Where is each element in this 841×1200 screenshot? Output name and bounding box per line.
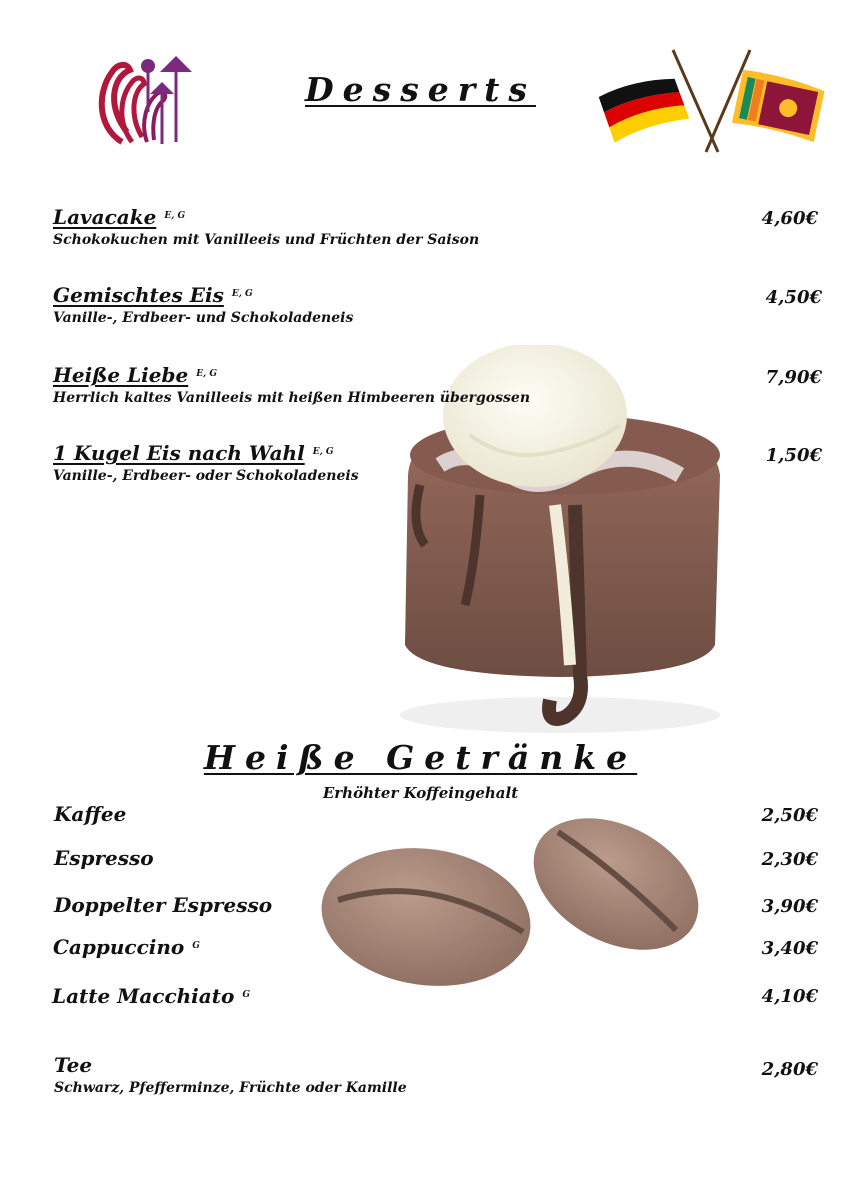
section-title: Heiße Getränke <box>203 738 638 777</box>
dessert-price: 7,90€ <box>765 367 822 388</box>
dessert-description: Vanille-, Erdbeer- und Schokoladeneis <box>53 310 354 326</box>
drink-item <box>53 935 200 959</box>
dessert-name: Lavacake <box>53 205 157 229</box>
dessert-item <box>53 441 334 465</box>
page-title: Desserts <box>305 70 536 109</box>
dessert-name: Gemischtes Eis <box>53 283 224 307</box>
dessert-name: Heiße Liebe <box>53 363 189 387</box>
crossed-flags-icon <box>598 48 826 156</box>
dessert-item <box>53 363 217 387</box>
allergen-tag: E, G <box>196 368 218 379</box>
drink-name: Kaffee <box>54 802 127 826</box>
drink-price: 2,30€ <box>761 849 818 870</box>
dessert-description: Herrlich kaltes Vanilleeis mit heißen Himbeeren übergossen <box>53 390 530 406</box>
drink-price: 3,40€ <box>761 938 818 959</box>
drink-name: Tee <box>54 1053 93 1077</box>
allergen-tag: G <box>192 940 200 951</box>
allergen-tag: E, G <box>164 210 186 221</box>
drink-price: 4,10€ <box>761 986 818 1007</box>
drink-price: 2,80€ <box>761 1059 818 1080</box>
dessert-price: 4,50€ <box>765 287 822 308</box>
dessert-name: 1 Kugel Eis nach Wahl <box>53 441 305 465</box>
allergen-tag: E, G <box>312 446 334 457</box>
dessert-price: 1,50€ <box>765 445 822 466</box>
drink-price: 3,90€ <box>761 896 818 917</box>
drink-price: 2,50€ <box>761 805 818 826</box>
coffee-beans-image <box>318 812 718 1012</box>
dessert-description: Vanille-, Erdbeer- oder Schokoladeneis <box>53 468 359 484</box>
drink-name: Cappuccino <box>53 935 185 959</box>
dessert-item <box>53 205 185 229</box>
allergen-tag: E, G <box>231 288 253 299</box>
drink-description: Schwarz, Pfefferminze, Früchte oder Kamille <box>54 1080 407 1096</box>
drink-name: Doppelter Espresso <box>54 893 273 917</box>
allergen-tag: G <box>242 989 251 1000</box>
drink-item <box>52 984 250 1008</box>
dessert-price: 4,60€ <box>761 208 818 229</box>
section-subtitle: Erhöhter Koffeingehalt <box>322 784 519 802</box>
dessert-item <box>53 283 253 307</box>
drink-name: Espresso <box>54 846 154 870</box>
drink-name: Latte Macchiato <box>52 984 235 1008</box>
dessert-description: Schokokuchen mit Vanilleeis und Früchten der Saison <box>53 232 480 248</box>
